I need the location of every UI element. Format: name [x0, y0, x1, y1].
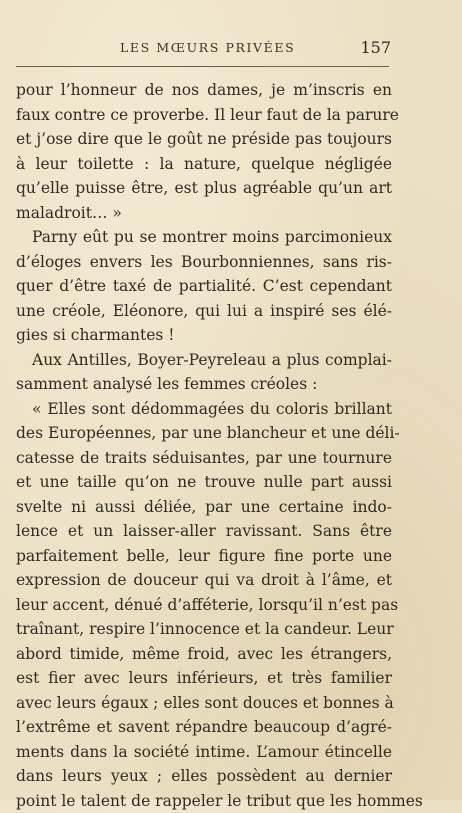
text-line: ments dans la société intime. L’amour étincelle [16, 740, 392, 765]
text-line: traînant, respire l’innocence et la candeur. Leur [16, 617, 392, 642]
running-title: LES MŒURS PRIVÉES [120, 40, 295, 55]
text-line: quer d’être taxé de partialité. C’est cependant [16, 274, 392, 299]
header-rule [16, 66, 389, 67]
text-line: samment analysé les femmes créoles : [16, 372, 392, 397]
text-line: avec leurs égaux ; elles sont douces et bonnes à [16, 691, 392, 716]
text-line: qu’elle puisse être, est plus agréable qu’un art [16, 176, 392, 201]
page-number: 157 [360, 38, 391, 57]
text-line: maladroit… » [16, 201, 392, 226]
text-line: Aux Antilles, Boyer-Peyreleau a plus complai- [16, 348, 392, 373]
body-text [16, 78, 392, 813]
text-line: des Européennes, par une blancheur et une déli- [16, 421, 392, 446]
text-line: Parny eût pu se montrer moins parcimonieux [16, 225, 392, 250]
text-line: à leur toilette : la nature, quelque négligée [16, 152, 392, 177]
text-line: « Elles sont dédommagées du coloris brillant [16, 397, 392, 422]
text-line: abord timide, même froid, avec les étrangers, [16, 642, 392, 667]
text-line: parfaitement belle, leur figure fine porte une [16, 544, 392, 569]
text-line: est fier avec leurs inférieurs, et très familier [16, 666, 392, 691]
text-line: faux contre ce proverbe. Il leur faut de la parure [16, 103, 392, 128]
text-line: svelte ni aussi déliée, par une certaine indo- [16, 495, 392, 520]
text-line: catesse de traits séduisantes, par une tournure [16, 446, 392, 471]
text-line: d’éloges envers les Bourbonniennes, sans ris- [16, 250, 392, 275]
text-line: pour l’honneur de nos dames, je m’inscris en [16, 78, 392, 103]
text-line: point le talent de rappeler le tribut que les hommes [16, 789, 392, 813]
page-header [16, 39, 391, 59]
text-line: lence et un laisser-aller ravissant. Sans être [16, 519, 392, 544]
text-line: expression de douceur qui va droit à l’âme, et [16, 568, 392, 593]
text-line: et une taille qu’on ne trouve nulle part aussi [16, 470, 392, 495]
text-line: dans leurs yeux ; elles possèdent au dernier [16, 764, 392, 789]
text-line: une créole, Eléonore, qui lui a inspiré ses élé- [16, 299, 392, 324]
text-line: l’extrême et savent répandre beaucoup d’agré- [16, 715, 392, 740]
text-line: leur accent, dénué d’afféterie, lorsqu’il n’est pas [16, 593, 392, 618]
text-line: gies si charmantes ! [16, 323, 392, 348]
text-line: et j’ose dire que le goût ne préside pas toujours [16, 127, 392, 152]
